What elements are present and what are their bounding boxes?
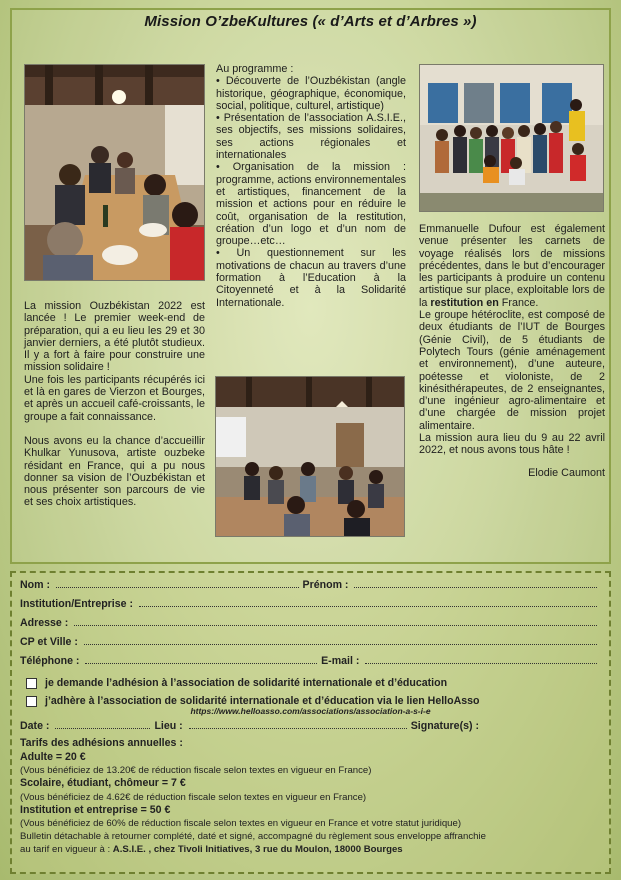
tarif-adulte-note: (Vous bénéficiez de 13.20€ de réduction fiscale selon textes en vigueur en France) [20, 765, 372, 776]
photo-meeting-image [216, 377, 405, 537]
program-item-2: • Présentation de l’association A.S.I.E., ses objectifs, ses missions solidaires, ses actions régionales et internationales [216, 112, 406, 162]
tarif-institution: Institution et entreprise = 50 € [20, 803, 171, 816]
row-adresse [20, 617, 601, 636]
helloasso-link[interactable]: https://www.helloasso.com/associations/association-a-s-i-e [190, 706, 431, 716]
send-address [20, 843, 601, 856]
left-column [24, 300, 205, 509]
left-para-3: Nous avons eu la chance d’accueillir Khulkar Yunusova, artiste ouzbeke résidant en France, qui a pu nous donner sa vision de l’Ouzbékistan et nous présenter son parcours de vie et ses choix artistiques. [24, 434, 205, 509]
send-address-value: A.S.I.E. , chez Tivoli Initiatives, 3 rue du Moulon, 18000 Bourges [112, 844, 403, 855]
right-para-1-bold: restitution en [430, 296, 499, 309]
row-contact [20, 655, 601, 674]
row-name [20, 579, 601, 598]
helloasso-label: j’adhère à l’association de solidarité internationale et d’éducation via le lien HelloAsso [45, 695, 480, 707]
row-date-lieu [20, 720, 601, 737]
lieu-field[interactable] [189, 720, 407, 729]
photo-meeting-room [215, 376, 405, 537]
email-label: E-mail : [321, 655, 360, 667]
cp-ville-label: CP et Ville : [20, 636, 78, 648]
program-item-4: • Un questionnement sur les motivations de chacun au travers d’une formation à l’Education à la Citoyenneté et à la Solidarité Internationale. [216, 247, 406, 309]
nom-label: Nom : [20, 579, 51, 591]
telephone-label: Téléphone : [20, 655, 80, 667]
photo-group-image [420, 65, 604, 212]
program-intro: Au programme : [216, 63, 294, 75]
page-title: Mission O’zbeKultures (« d’Arts et d’Arbres ») [144, 13, 477, 30]
membership-form [10, 571, 611, 874]
lieu-label: Lieu : [154, 720, 183, 732]
prenom-field[interactable] [354, 579, 597, 588]
program-item-1: • Découverte de l’Ouzbékistan (angle historique, géographique, économique, social, politique, culturel, artistique) [216, 75, 406, 112]
tarifs-title: Tarifs des adhésions annuelles : [20, 737, 183, 749]
tarif-scolaire: Scolaire, étudiant, chômeur = 7 € [20, 777, 186, 789]
row-cp-ville [20, 636, 601, 655]
program-item-3: • Organisation de la mission : programme, actions environnementales et artistiques, financement de la mission et actions pour en réduire le coût, organisation de la restitution, création d’un logo et d’un nom de groupe…etc… [216, 161, 406, 248]
right-para-1 [419, 223, 605, 309]
left-para-1: La mission Ouzbékistan 2022 est lancée ! Le premier week-end de préparation, qui a eu lieu les 29 et 30 janvier derniers, a été plutôt studieux. Il y a fort à faire pour construire une mission solidaire ! [24, 300, 205, 374]
tarif-scolaire-note: (Vous bénéficiez de 4.62€ de réduction fiscale selon textes en vigueur en France) [20, 791, 367, 803]
tarif-adulte: Adulte = 20 € [20, 750, 86, 763]
tarif-institution-note: (Vous bénéficiez de 60% de réduction fiscale selon textes en vigueur en France et votre statut juridique) [20, 818, 462, 829]
institution-field[interactable] [139, 598, 597, 607]
right-para-1-start: Emmanuelle Dufour est également venue présenter les carnets de voyage réalisés lors de missions précédentes, dans le but d’encourager les participants à produire un contenu artistique sur place, exploitable lors de la [419, 223, 605, 309]
photo-dinner-image [25, 65, 205, 281]
right-para-3: La mission aura lieu du 9 au 22 avril 2022, et nous avons tous hâte ! [419, 432, 605, 457]
photo-group-outside [419, 64, 604, 212]
signature-label: Signature(s) : [410, 720, 479, 732]
author-signature: Elodie Caumont [528, 466, 605, 479]
right-para-1-end: France. [498, 296, 539, 309]
date-label: Date : [20, 720, 50, 732]
email-field[interactable] [365, 655, 597, 664]
adresse-label: Adresse : [20, 617, 69, 629]
institution-label: Institution/Entreprise : [20, 598, 134, 610]
adhesion-label: je demande l’adhésion à l’association de solidarité internationale et d’éducation [45, 677, 448, 689]
cp-ville-field[interactable] [84, 636, 597, 645]
left-para-2: Une fois les participants récupérés ici et là en gares de Vierzon et Bourges, et après un accueil café-croissants, le groupe a fait connaissance. [24, 373, 205, 423]
row-institution [20, 598, 601, 617]
photo-dinner-table [24, 64, 205, 281]
adhesion-checkbox[interactable] [26, 678, 37, 689]
telephone-field[interactable] [85, 655, 317, 664]
adresse-field[interactable] [74, 617, 597, 626]
right-para-2: Le groupe hétéroclite, est composé de deux étudiants de l’IUT de Bourges (Génie Civil), de 5 étudiants de Polytech Tours (génie aménagement et environnement), d’une auteure, poétesse et violoniste, de 2 kinésithérapeutes, de 2 enseignantes, d’une ingénieur agro-alimentaire et d’une chargée de mission projet alimentaire. [419, 309, 605, 432]
date-field[interactable] [55, 720, 150, 729]
middle-column [216, 63, 406, 309]
send-address-prefix: au tarif en vigueur à : [20, 844, 113, 855]
bulletin-instructions: Bulletin détachable à retourner complété, daté et signé, accompagné du règlement sous enveloppe affranchie [20, 831, 486, 842]
helloasso-checkbox[interactable] [26, 696, 37, 707]
prenom-label: Prénom : [302, 579, 349, 591]
nom-field[interactable] [56, 579, 299, 588]
check-row-adhesion [20, 674, 601, 692]
right-column [419, 223, 605, 479]
